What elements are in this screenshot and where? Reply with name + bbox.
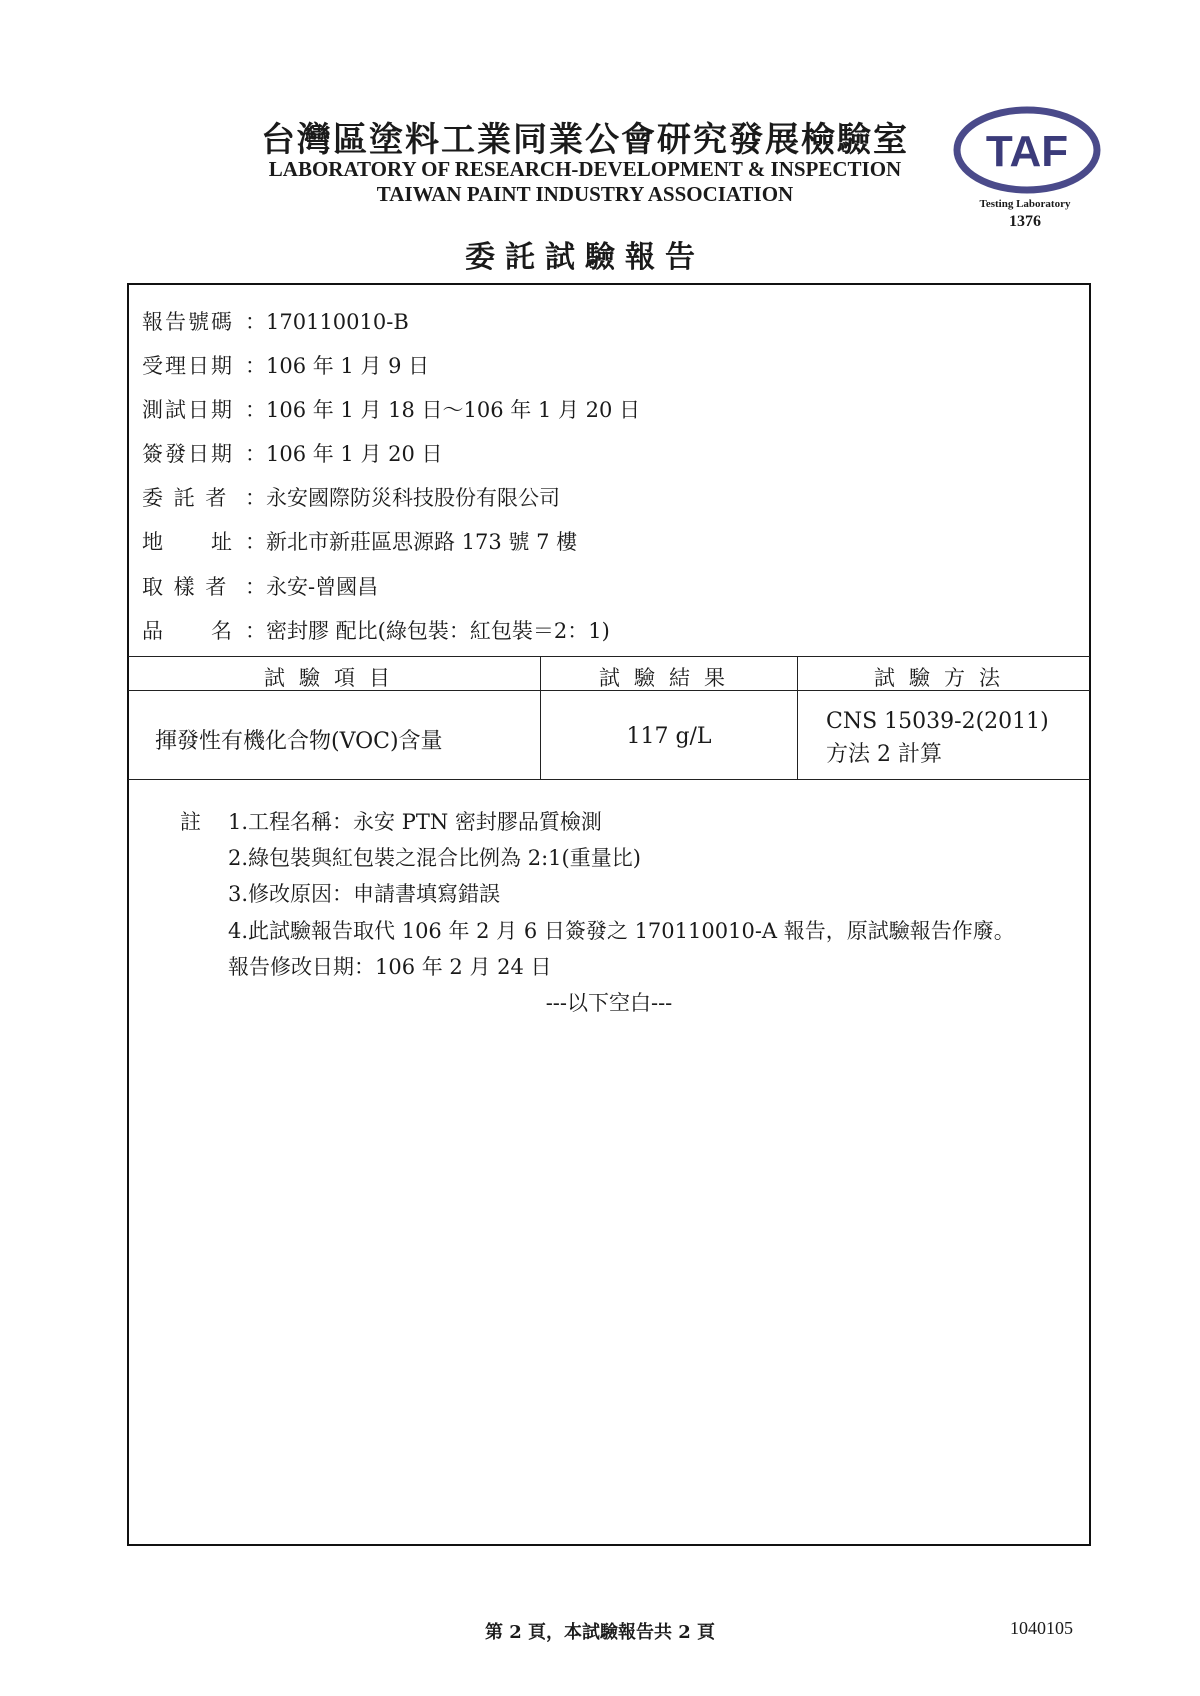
info-value: 106 年 1 月 20 日 [266, 442, 443, 466]
table-top-line [128, 656, 1090, 657]
info-issue-date [142, 438, 443, 468]
note-item: 2.綠包裝與紅包裝之混合比例為 2:1(重量比) [228, 846, 641, 870]
info-address [142, 526, 577, 556]
info-separator: ： [245, 354, 266, 378]
table-header-item: 試驗項目 [264, 666, 404, 690]
info-separator: ： [245, 619, 266, 643]
note-item: 3.修改原因：申請書填寫錯誤 [228, 882, 501, 906]
table-cell-result: 117 g/L [626, 724, 712, 749]
org-name-zh: 台灣區塗料工業同業公會研究發展檢驗室 [261, 120, 909, 160]
table-bottom-line [128, 779, 1090, 780]
taf-caption: Testing Laboratory [979, 198, 1071, 210]
info-separator: ： [245, 398, 266, 422]
info-separator: ： [245, 310, 266, 334]
info-product-name [142, 615, 610, 645]
info-report-number [142, 306, 409, 336]
info-received-date [142, 350, 429, 380]
org-name-en-line2: TAIWAN PAINT INDUSTRY ASSOCIATION [376, 182, 794, 206]
footer-form-code: 1040105 [1010, 1618, 1073, 1638]
taf-number: 1376 [1009, 213, 1041, 230]
taf-logo [952, 104, 1102, 204]
info-label: 測試日期 [142, 398, 234, 422]
info-label: 品 名 [142, 619, 234, 643]
table-header-result: 試驗結果 [599, 666, 739, 690]
table-cell-method-line1: CNS 15039-2(2011) [826, 709, 1049, 734]
note-item: 報告修改日期：106 年 2 月 24 日 [228, 955, 552, 979]
info-value: 永安-曾國昌 [266, 575, 379, 599]
note-item: 4.此試驗報告取代 106 年 2 月 6 日簽發之 170110010-A 報告，原試驗報告作廢。 [228, 919, 1015, 943]
info-label: 地 址 [142, 530, 234, 554]
footer-page-info: 第 2 頁，本試驗報告共 2 頁 [484, 1622, 716, 1643]
table-cell-item: 揮發性有機化合物(VOC)含量 [155, 729, 443, 754]
info-value: 106 年 1 月 18 日～106 年 1 月 20 日 [266, 398, 641, 422]
info-value: 永安國際防災科技股份有限公司 [266, 486, 560, 510]
notes-label: 註 [180, 810, 201, 834]
info-test-date [142, 394, 640, 424]
report-title: 委託試驗報告 [465, 240, 705, 275]
note-item: 1.工程名稱：永安 PTN 密封膠品質檢測 [228, 810, 602, 834]
info-value: 170110010-B [266, 310, 409, 334]
info-value: 密封膠 配比(綠包裝：紅包裝＝2：1) [266, 619, 610, 643]
info-sampler [142, 571, 378, 601]
info-label: 受理日期 [142, 354, 234, 378]
notes-end-marker: ---以下空白--- [545, 991, 673, 1015]
info-label: 委 託 者 [142, 486, 229, 510]
table-cell-method-line2: 方法 2 計算 [826, 742, 942, 767]
info-value: 新北市新莊區思源路 173 號 7 樓 [266, 530, 578, 554]
info-label: 報告號碼 [142, 310, 234, 334]
table-header-method: 試驗方法 [874, 666, 1014, 690]
taf-logo-text: TAF [985, 127, 1069, 176]
org-name-en-line1: LABORATORY OF RESEARCH-DEVELOPMENT & INSPECTION [268, 157, 902, 181]
info-label: 簽發日期 [142, 442, 234, 466]
info-separator: ： [245, 530, 266, 554]
info-separator: ： [245, 486, 266, 510]
info-separator: ： [245, 442, 266, 466]
info-value: 106 年 1 月 9 日 [266, 354, 430, 378]
info-separator: ： [245, 575, 266, 599]
info-label: 取 樣 者 [142, 575, 229, 599]
info-client [142, 482, 560, 512]
